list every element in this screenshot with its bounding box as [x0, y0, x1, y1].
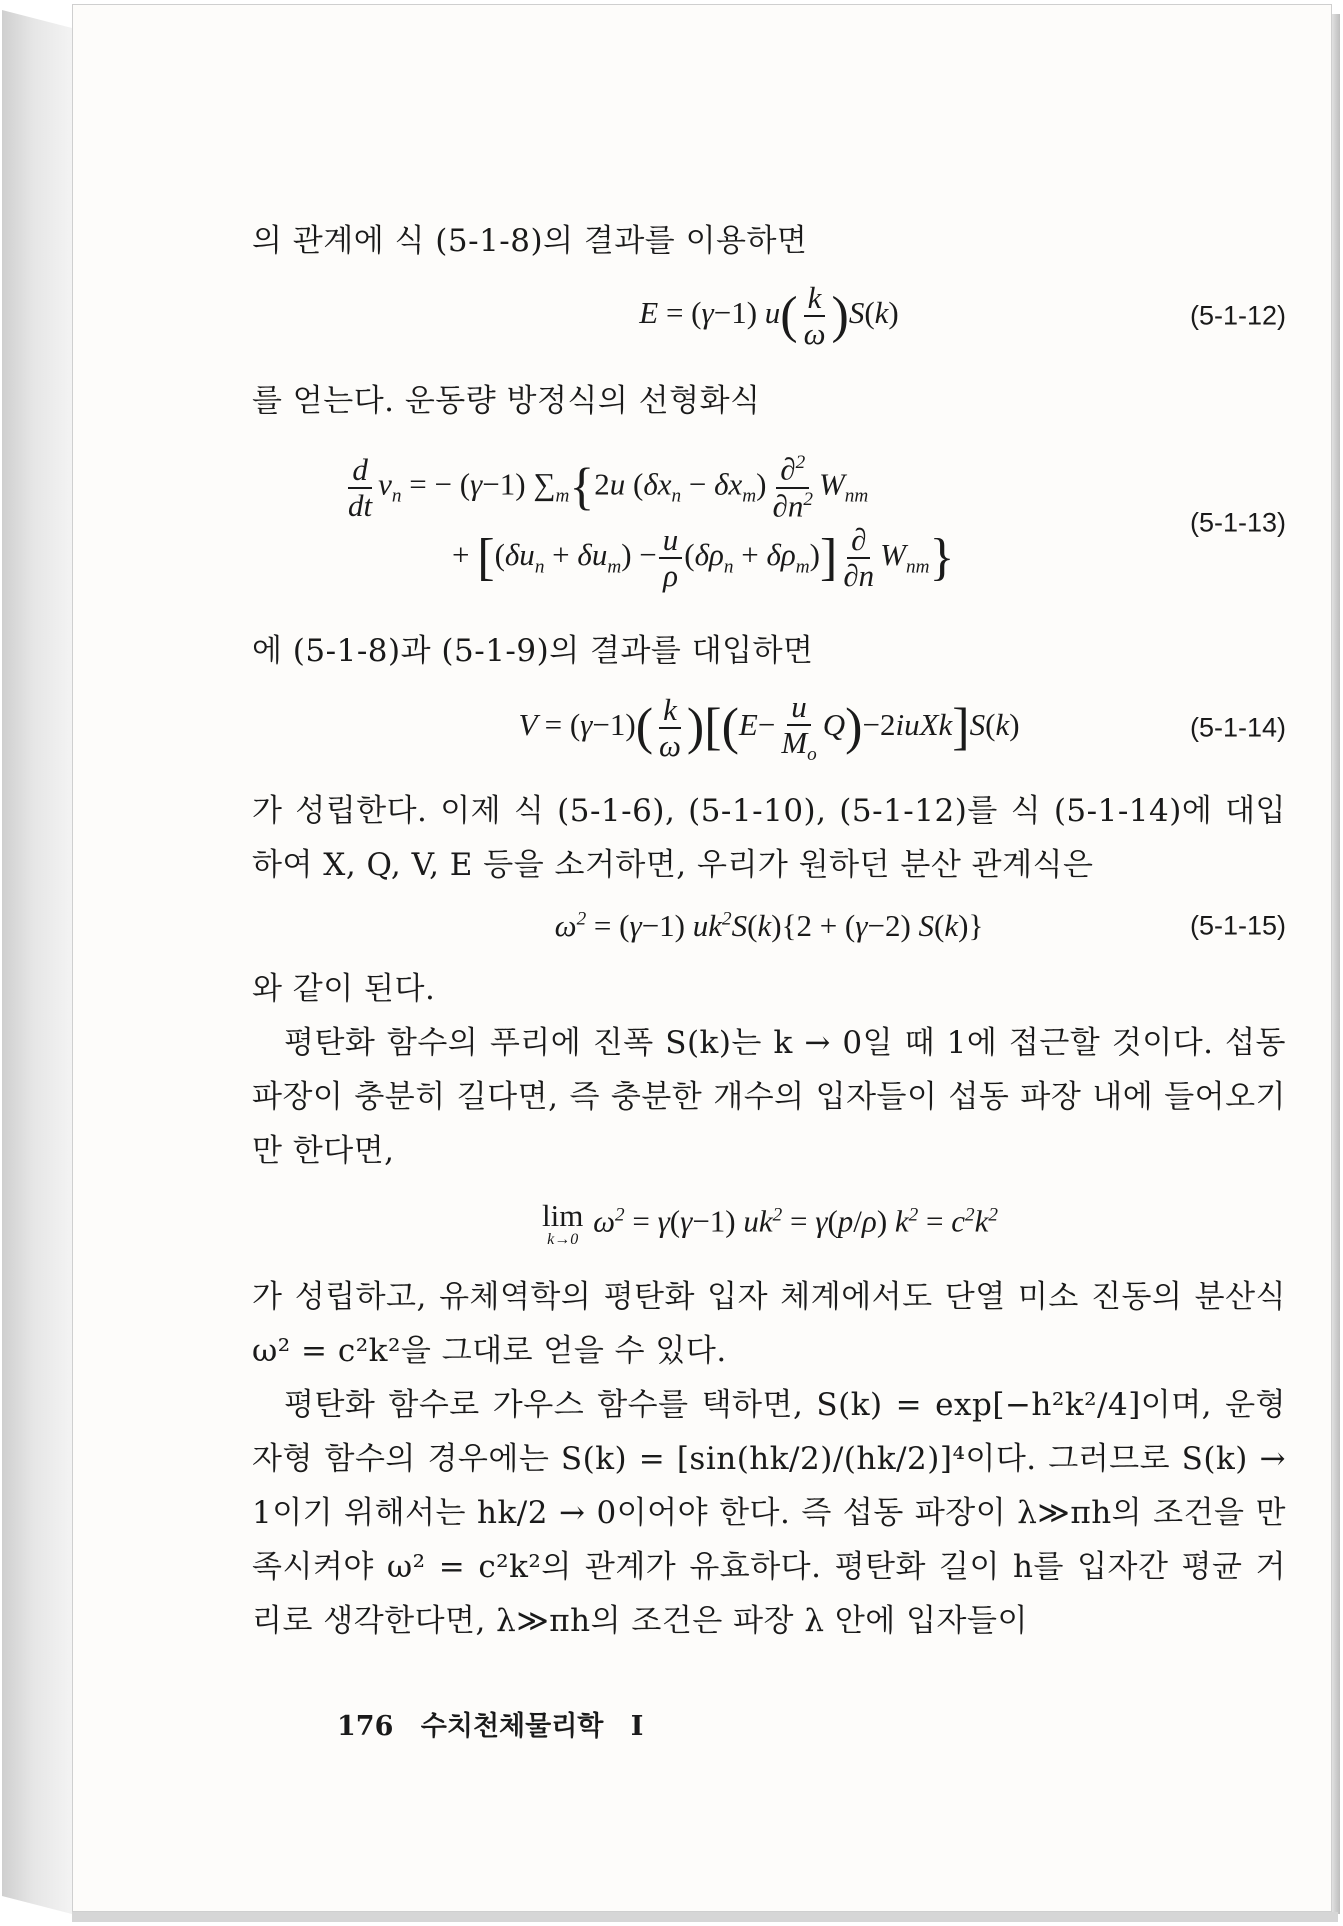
paragraph-4: 가 성립한다. 이제 식 (5-1-6), (5-1-10), (5-1-12)를 식 (5-1-14)에 대입하여 X, Q, V, E 등을 소거하면, 우리가 원하던 분산 관계식은	[252, 793, 1286, 883]
page-content	[252, 214, 1286, 1648]
equation-5-1-13	[252, 428, 1286, 618]
paragraph-1: 의 관계에 식 (5-1-8)의 결과를 이용하면	[252, 223, 808, 259]
equation-body: $\frac{d}{dt}$ $v_n$ = − (γ−1) $\sum_m\{2u$ $(\delta x_n - \delta x_m)$ $\frac{\partial^2}{\partial n^2}$ $W_{nm}$ + [$(\delta u_n + \delta u_m)$ − $\frac{u}{\rho}$ $(\delta\rho_n + \delta\rho_m)$] $\frac{\partial}{\partial n}$ $W_{nm}$}	[348, 451, 955, 594]
book-spine-edge	[2, 10, 72, 1914]
paragraph-2: 를 얻는다. 운동량 방정식의 선형화식	[252, 383, 761, 419]
paragraph-3: 에 (5-1-8)과 (5-1-9)의 결과를 대입하면	[252, 633, 814, 669]
equation-number: (5-1-12)	[1189, 300, 1286, 331]
page-number: 176	[337, 1711, 394, 1742]
page-footer	[337, 1704, 661, 1743]
paragraph-6: 평탄화 함수의 푸리에 진폭 S(k)는 k → 0일 때 1에 접근할 것이다. 섭동 파장이 충분히 길다면, 즉 충분한 개수의 입자들이 섭동 파장 내에 들어오기만 한다면,	[252, 1025, 1286, 1169]
paragraph-5: 와 같이 된다.	[252, 971, 436, 1007]
book-right-edge	[1332, 14, 1340, 1914]
equation-number: (5-1-15)	[1189, 910, 1286, 941]
paragraph-8: 평탄화 함수로 가우스 함수를 택하면, S(k) = exp[−h²k²/4]이며, 운형자형 함수의 경우에는 S(k) = [sin(hk/2)/(hk/2)]⁴이다. 그러므로 S(k) → 1이기 위해서는 hk/2 → 0이어야 한다. 즉 섭동 파장이 λ≫πh의 조건을 만족시켜야 ω² = c²k²의 관계가 유효하다. 평탄화 길이 h를 입자간 평균 거리로 생각한다면, λ≫πh의 조건은 파장 λ 안에 입자들이	[252, 1387, 1286, 1639]
equation-5-1-14	[252, 678, 1286, 778]
equation-limit	[252, 1178, 1286, 1270]
volume-number: I	[630, 1711, 644, 1742]
equation-5-1-15	[252, 892, 1286, 960]
equation-body: V = (γ−1)( $\frac{k}{\omega}$ )[(E− $\frac{u}{M_o}$ Q)−2iuXk]S(k)	[518, 689, 1020, 766]
equation-5-1-12	[252, 268, 1286, 364]
paragraph-7: 가 성립하고, 유체역학의 평탄화 입자 체계에서도 단열 미소 진동의 분산식 ω² = c²k²을 그대로 얻을 수 있다.	[252, 1279, 1286, 1369]
equation-body: lim k→0 $\omega^2 = \gamma(\gamma-1) uk^2 = \gamma(p/\rho) k^2 = c^2k^2$	[541, 1197, 998, 1248]
equation-number: (5-1-14)	[1189, 712, 1286, 743]
book-bottom-edge	[72, 1912, 1338, 1922]
book-page	[72, 4, 1332, 1912]
equation-body: E = (γ−1) u( $\frac{k}{\omega}$ )S(k)	[639, 279, 899, 351]
equation-number: (5-1-13)	[1189, 507, 1286, 538]
equation-body: $\omega^2 = (\gamma-1) uk^2S(k)\{2 + (\gamma-2)$ S(k)}	[554, 908, 984, 943]
book-title: 수치천체물리학	[420, 1711, 604, 1742]
